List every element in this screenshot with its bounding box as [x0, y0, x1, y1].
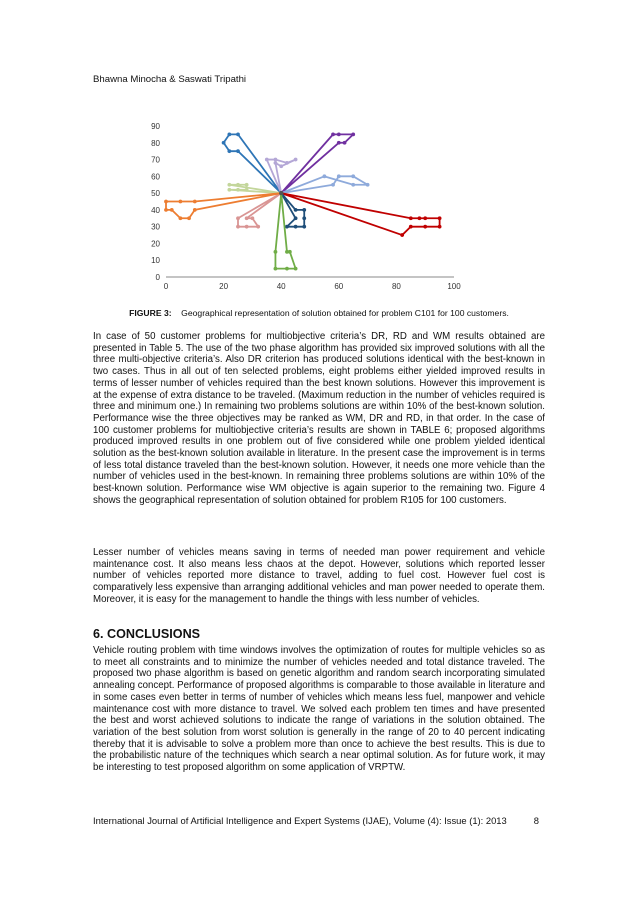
customer-point	[236, 225, 240, 229]
customer-point	[302, 216, 306, 220]
y-tick-label: 60	[151, 172, 160, 182]
customer-point	[274, 267, 278, 271]
customer-point	[227, 188, 231, 192]
customer-point	[438, 216, 442, 220]
customer-point	[164, 208, 168, 212]
x-tick-label: 0	[163, 282, 169, 291]
customer-point	[236, 216, 240, 220]
customer-point	[245, 188, 249, 192]
x-tick-label: 40	[276, 282, 286, 291]
y-tick-label: 90	[151, 122, 160, 131]
y-tick-label: 0	[155, 273, 160, 282]
customer-point	[279, 164, 283, 168]
customer-point	[351, 174, 355, 178]
paragraph-conclusions: Vehicle routing problem with time windows involves the optimization of routes for multiple vehicles so as to meet all constraints and to minimize the number of vehicles needed and total distance traveled. The proposed two phase algorithm is based on genetic algorithm and random search incorporating simulated annealing concept. Performance of proposed algorithms is comparable to those available in literature and in some cases even better in terms of number of vehicles which means less fuel, manpower and vehicle maintenance cost with more distance to travel. We solved each problem ten times and have presented the best and worst achieved solutions to indicate the range of variations in the solution obtained. The variation of the best solution from worst solution is generally in the range of 20 to 40 percent indicating thereby that it is advisable to solve a problem more than once to achieve the best results. This is due to the probabilistic nature of the techniques which search a near optimal solution. As for future work, it may be interesting to test proposed algorithm on some application of VRPTW.	[93, 645, 545, 774]
x-tick-label: 80	[391, 282, 401, 291]
customer-point	[331, 183, 335, 187]
y-tick-label: 50	[151, 189, 160, 199]
y-tick-label: 40	[151, 205, 160, 215]
y-tick-label: 10	[151, 256, 160, 266]
customer-point	[227, 132, 231, 136]
footer-journal: International Journal of Artificial Intelligence and Expert Systems (IJAE), Volume (4): Issue (1): 2013	[93, 815, 507, 826]
customer-point	[343, 141, 347, 145]
customer-point	[423, 216, 427, 220]
running-header: Bhawna Minocha & Saswati Tripathi	[93, 74, 247, 85]
customer-point	[337, 174, 341, 178]
customer-point	[337, 141, 341, 145]
customer-point	[400, 233, 404, 237]
customer-point	[285, 161, 289, 165]
x-tick-label: 100	[447, 282, 461, 291]
y-tick-label: 20	[151, 239, 160, 249]
customer-point	[245, 216, 249, 220]
page-footer	[93, 815, 545, 826]
route-chart	[136, 116, 466, 291]
customer-point	[170, 208, 174, 212]
customer-point	[187, 216, 191, 220]
customer-point	[274, 161, 278, 165]
customer-point	[294, 225, 298, 229]
section-heading-conclusions: 6. CONCLUSIONS	[93, 627, 201, 641]
customer-point	[222, 141, 226, 145]
customer-point	[285, 250, 289, 254]
customer-point	[331, 132, 335, 136]
customer-point	[409, 225, 413, 229]
customer-point	[418, 216, 422, 220]
customer-point	[285, 225, 289, 229]
customer-point	[236, 149, 240, 153]
customer-point	[164, 200, 168, 204]
customer-point	[285, 267, 289, 271]
paragraph-results: In case of 50 customer problems for multiobjective criteria’s DR, RD and WM results obtained are presented in Table 5. The use of the two phase algorithm has provided six improved solutions with all the three multi-objective criteria’s. Also DR criterion has produced solutions identical with the best-known in two cases. Thus in all out of ten selected problems, eight problems either yielded improved results in terms of lesser number of vehicles required than the best known solutions. However this improvement is at the expense of extra distance to be traveled. (Maximum reduction in the number of vehicles required is three and minimum one.) In remaining two problems solutions are within 10% of the best-known solution. Performance wise the three objectives may be ranked as WM, DR and RD, in that order. In the case of 100 customer problems for multiobjective criteria’s results are shown in TABLE 6; proposed algorithms produced improved results in one problem out of five considered while one problem yielded identical solution as the best-known solution available in literature. In the present case the improvement is in terms of less total distance traveled than the best-known solution. However, it needs one more vehicle than the number of vehicles used in the best-known. In remaining three problems solutions are within 10% of the best-known solution. Performance wise WM objective is again superior to the remaining two. Figure 4 shows the geographical representation of solution obtained for problem R105 for 100 customers.	[93, 331, 545, 506]
chart-axes	[151, 122, 461, 291]
customer-point	[251, 216, 255, 220]
customer-point	[236, 132, 240, 136]
y-tick-label: 70	[151, 155, 160, 165]
customer-point	[423, 225, 427, 229]
customer-point	[193, 200, 197, 204]
x-tick-label: 20	[219, 282, 229, 291]
customer-point	[179, 200, 183, 204]
y-tick-label: 30	[151, 222, 160, 232]
customer-point	[294, 208, 298, 212]
figure-label: FIGURE 3:	[129, 308, 172, 318]
customer-point	[236, 188, 240, 192]
customer-point	[245, 225, 249, 229]
customer-point	[227, 149, 231, 153]
customer-point	[294, 267, 298, 271]
customer-point	[265, 158, 269, 162]
customer-point	[294, 158, 298, 162]
customer-point	[274, 158, 278, 162]
customer-point	[302, 225, 306, 229]
customer-point	[438, 225, 442, 229]
customer-point	[302, 208, 306, 212]
customer-point	[323, 174, 327, 178]
customer-point	[337, 132, 341, 136]
customer-point	[351, 132, 355, 136]
page-number: 8	[533, 815, 539, 826]
paragraph-vehicles: Lesser number of vehicles means saving in terms of needed man power requirement and vehicle maintenance cost. It also means less chaos at the depot. However, solutions which reported lesser number of vehicles reported more distance to travel, adding to fuel cost. However fuel cost is comparatively less expensive than arranging additional vehicles and man power needed to operate them. Moreover, it is easy for the management to handle the things with less number of vehicles.	[93, 547, 545, 605]
chart-routes	[164, 132, 441, 270]
customer-point	[245, 183, 249, 187]
customer-point	[274, 250, 278, 254]
route-line-route-9	[275, 193, 295, 269]
customer-point	[409, 216, 413, 220]
customer-point	[179, 216, 183, 220]
route-line-route-2	[281, 134, 353, 193]
x-tick-label: 60	[334, 282, 344, 291]
figure-caption-text: Geographical representation of solution obtained for problem C101 for 100 customers.	[181, 308, 509, 318]
customer-point	[366, 183, 370, 187]
customer-point	[227, 183, 231, 187]
customer-point	[236, 183, 240, 187]
figure-caption	[93, 308, 545, 318]
y-tick-label: 80	[151, 138, 160, 148]
customer-point	[256, 225, 260, 229]
customer-point	[351, 183, 355, 187]
figure-route-chart	[136, 116, 466, 291]
depot-point	[279, 191, 283, 195]
customer-point	[193, 208, 197, 212]
customer-point	[294, 216, 298, 220]
